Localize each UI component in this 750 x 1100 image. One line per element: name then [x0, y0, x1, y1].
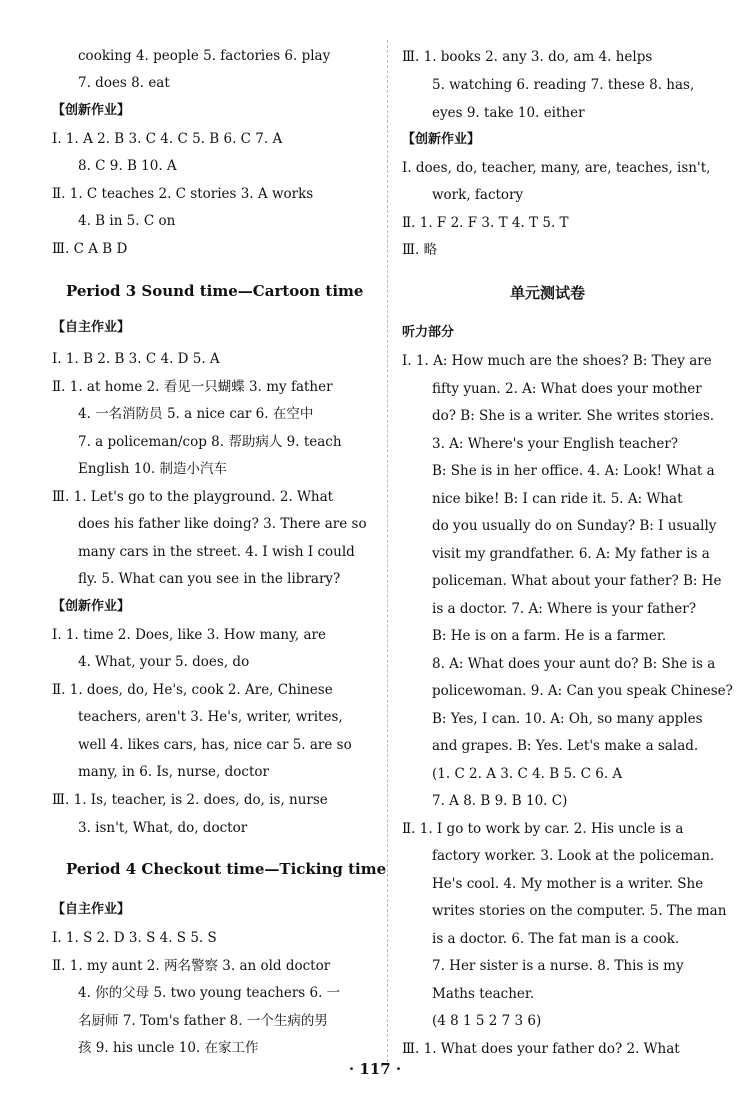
- answer-line: Ⅰ. 1. B 2. B 3. C 4. D 5. A: [52, 351, 220, 367]
- answer-line: 孩 9. his uncle 10. 在家工作: [78, 1040, 259, 1056]
- answer-line: is a doctor. 6. The fat man is a cook.: [432, 931, 680, 947]
- answer-line: is a doctor. 7. A: Where is your father?: [432, 601, 696, 617]
- answer-line: Ⅰ. 1. S 2. D 3. S 4. S 5. S: [52, 930, 217, 946]
- answer-line: Maths teacher.: [432, 986, 535, 1002]
- answer-line: B: She is in her office. 4. A: Look! What a: [432, 463, 715, 479]
- answer-line: well 4. likes cars, has, nice car 5. are so: [78, 737, 352, 753]
- answer-line: He's cool. 4. My mother is a writer. She: [432, 876, 704, 892]
- answer-line: 7. Her sister is a nurse. 8. This is my: [432, 958, 684, 974]
- answer-line: visit my grandfather. 6. A: My father is a: [432, 546, 710, 562]
- answer-line: Ⅱ. 1. I go to work by car. 2. His uncle is a: [402, 821, 684, 837]
- answer-line: do you usually do on Sunday? B: I usually: [432, 518, 717, 534]
- answer-line: fifty yuan. 2. A: What does your mother: [432, 381, 702, 397]
- answer-line: 4. B in 5. C on: [78, 213, 176, 229]
- answer-line: Ⅱ. 1. C teaches 2. C stories 3. A works: [52, 186, 314, 202]
- answer-line: 名厨师 7. Tom's father 8. 一个生病的男: [78, 1013, 328, 1029]
- answer-line: Ⅱ. 1. at home 2. 看见一只蝴蝶 3. my father: [52, 379, 333, 395]
- answer-line: eyes 9. take 10. either: [432, 105, 585, 121]
- answer-line: factory worker. 3. Look at the policeman.: [432, 848, 715, 864]
- answer-line: and grapes. B: Yes. Let's make a salad.: [432, 738, 699, 754]
- answer-line: many cars in the street. 4. I wish I could: [78, 544, 355, 560]
- answer-line: Ⅱ. 1. my aunt 2. 两名警察 3. an old doctor: [52, 958, 331, 974]
- answer-line: cooking 4. people 5. factories 6. play: [78, 48, 331, 64]
- answer-line: 8. A: What does your aunt do? B: She is a: [432, 656, 716, 672]
- answer-line: Ⅲ. 1. books 2. any 3. do, am 4. helps: [402, 49, 653, 65]
- answer-line: 7. a policeman/cop 8. 帮助病人 9. teach: [78, 434, 342, 450]
- section-label: 听力部分: [402, 325, 455, 340]
- answer-line: writes stories on the computer. 5. The man: [432, 903, 727, 919]
- answer-line: 8. C 9. B 10. A: [78, 158, 177, 174]
- answer-line: does his father like doing? 3. There are so: [78, 516, 367, 532]
- answer-line: Ⅰ. does, do, teacher, many, are, teaches, isn't,: [402, 160, 711, 176]
- answer-line: Ⅲ. 1. Let's go to the playground. 2. What: [52, 489, 334, 505]
- answer-line: Ⅰ. 1. A 2. B 3. C 4. C 5. B 6. C 7. A: [52, 131, 283, 147]
- answer-line: (4 8 1 5 2 7 3 6): [432, 1013, 542, 1029]
- answer-line: Ⅲ. C A B D: [52, 241, 128, 257]
- answer-line: English 10. 制造小汽车: [78, 461, 228, 477]
- answer-line: 5. watching 6. reading 7. these 8. has,: [432, 77, 695, 93]
- answer-line: teachers, aren't 3. He's, writer, writes,: [78, 709, 343, 725]
- answer-line: work, factory: [432, 187, 524, 203]
- answer-line: policeman. What about your father? B: He: [432, 573, 722, 589]
- answer-line: 4. 一名消防员 5. a nice car 6. 在空中: [78, 406, 314, 422]
- answer-line: 3. A: Where's your English teacher?: [432, 436, 679, 452]
- section-heading: 单元测试卷: [510, 284, 586, 302]
- section-heading: Period 4 Checkout time—Ticking time: [66, 860, 387, 878]
- page-number: · 117 ·: [348, 1060, 402, 1078]
- answer-line: 7. does 8. eat: [78, 75, 170, 91]
- answer-line: Ⅱ. 1. does, do, He's, cook 2. Are, Chinese: [52, 682, 333, 698]
- section-label: 【自主作业】: [52, 320, 131, 335]
- answer-line: do? B: She is a writer. She writes stories.: [432, 408, 715, 424]
- answer-line: Ⅱ. 1. F 2. F 3. T 4. T 5. T: [402, 215, 569, 231]
- answer-line: B: He is on a farm. He is a farmer.: [432, 628, 667, 644]
- answer-line: B: Yes, I can. 10. A: Oh, so many apples: [432, 711, 703, 727]
- answer-line: nice bike! B: I can ride it. 5. A: What: [432, 491, 683, 507]
- answer-line: Ⅲ. 1. What does your father do? 2. What: [402, 1041, 680, 1057]
- section-label: 【创新作业】: [402, 132, 481, 147]
- section-label: 【自主作业】: [52, 902, 131, 917]
- answer-line: policewoman. 9. A: Can you speak Chinese?: [432, 683, 733, 699]
- column-divider: [387, 40, 388, 1062]
- answer-line: many, in 6. Is, nurse, doctor: [78, 764, 269, 780]
- answer-line: Ⅲ. 1. Is, teacher, is 2. does, do, is, nurse: [52, 792, 328, 808]
- answer-line: 4. What, your 5. does, do: [78, 654, 250, 670]
- answer-line: 4. 你的父母 5. two young teachers 6. 一: [78, 985, 341, 1001]
- answer-line: fly. 5. What can you see in the library?: [78, 571, 341, 587]
- section-label: 【创新作业】: [52, 103, 131, 118]
- answer-line: Ⅰ. 1. A: How much are the shoes? B: They are: [402, 353, 712, 369]
- answer-line: Ⅲ. 略: [402, 242, 438, 258]
- section-label: 【创新作业】: [52, 599, 131, 614]
- answer-line: (1. C 2. A 3. C 4. B 5. C 6. A: [432, 766, 623, 782]
- answer-line: Ⅰ. 1. time 2. Does, like 3. How many, are: [52, 627, 327, 643]
- answer-line: 7. A 8. B 9. B 10. C): [432, 793, 568, 809]
- answer-line: 3. isn't, What, do, doctor: [78, 820, 248, 836]
- section-heading: Period 3 Sound time—Cartoon time: [66, 282, 364, 300]
